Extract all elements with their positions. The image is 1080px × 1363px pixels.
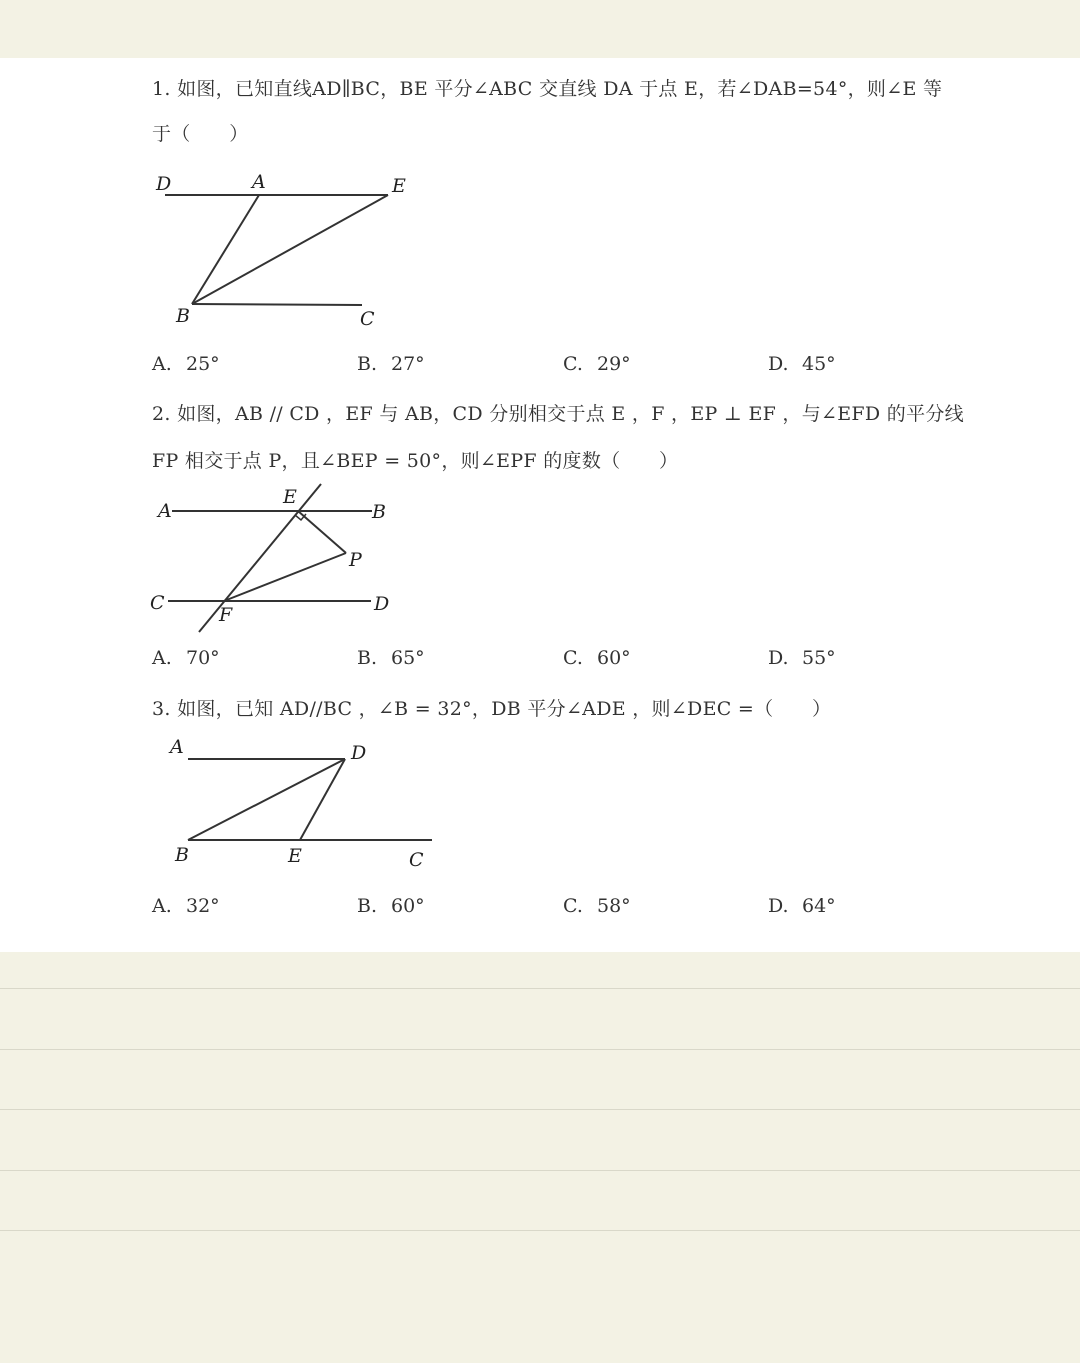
option-value: 27° (391, 353, 425, 375)
option-letter: B. (357, 895, 378, 917)
option-letter: B. (357, 353, 378, 375)
option-value: 25° (186, 353, 220, 375)
option-value: 60° (597, 647, 631, 669)
q3-option-b[interactable] (357, 895, 425, 917)
option-letter: C. (563, 353, 583, 375)
option-value: 45° (802, 353, 836, 375)
option-letter: D. (768, 353, 789, 375)
option-value: 60° (391, 895, 425, 917)
label-A: A (252, 171, 266, 193)
option-value: 58° (597, 895, 631, 917)
label-E: E (392, 175, 406, 197)
label-D: D (156, 173, 172, 195)
label-A: A (170, 736, 184, 758)
question-2-text-line-2: FP 相交于点 P，且∠BEP = 50°，则∠EPF 的度数（ ） (152, 450, 679, 472)
question-3-text-line-1: 3. 如图，已知 AD//BC ，∠B = 32°，DB 平分∠ADE ，则∠DEC =（ ） (152, 698, 832, 720)
label-D: D (374, 593, 390, 615)
option-value: 64° (802, 895, 836, 917)
option-value: 70° (186, 647, 220, 669)
label-C: C (150, 592, 165, 614)
ruled-line (0, 1109, 1080, 1110)
question-1-text-line-1: 1. 如图，已知直线AD∥BC，BE 平分∠ABC 交直线 DA 于点 E，若∠DAB=54°，则∠E 等 (152, 78, 943, 100)
option-letter: C. (563, 895, 583, 917)
ruled-line (0, 1170, 1080, 1171)
label-P: P (349, 549, 362, 571)
option-letter: A. (152, 353, 172, 375)
label-E: E (283, 486, 297, 508)
ruled-line (0, 1230, 1080, 1231)
question-2-text-line-1: 2. 如图，AB // CD ，EF 与 AB，CD 分别相交于点 E ，F ，EP ⊥ EF ，与∠EFD 的平分线 (152, 403, 964, 425)
q3-option-c[interactable] (563, 895, 631, 917)
option-value: 65° (391, 647, 425, 669)
label-E: E (288, 845, 302, 867)
option-letter: C. (563, 647, 583, 669)
q3-option-a[interactable] (152, 895, 220, 917)
label-C: C (409, 849, 424, 871)
option-letter: B. (357, 647, 378, 669)
label-A: A (158, 500, 172, 522)
option-value: 32° (186, 895, 220, 917)
option-letter: A. (152, 895, 172, 917)
option-value: 29° (597, 353, 631, 375)
question-1-text-line-2: 于（ ） (152, 123, 249, 145)
ruled-line (0, 1049, 1080, 1050)
label-F: F (219, 604, 233, 626)
label-B: B (175, 844, 189, 866)
option-letter: D. (768, 647, 789, 669)
label-C: C (360, 308, 375, 330)
label-B: B (176, 305, 190, 327)
option-letter: A. (152, 647, 172, 669)
q3-option-d[interactable] (768, 895, 836, 917)
label-B: B (372, 501, 386, 523)
label-D: D (351, 742, 367, 764)
option-letter: D. (768, 895, 789, 917)
option-value: 55° (802, 647, 836, 669)
ruled-line (0, 988, 1080, 989)
